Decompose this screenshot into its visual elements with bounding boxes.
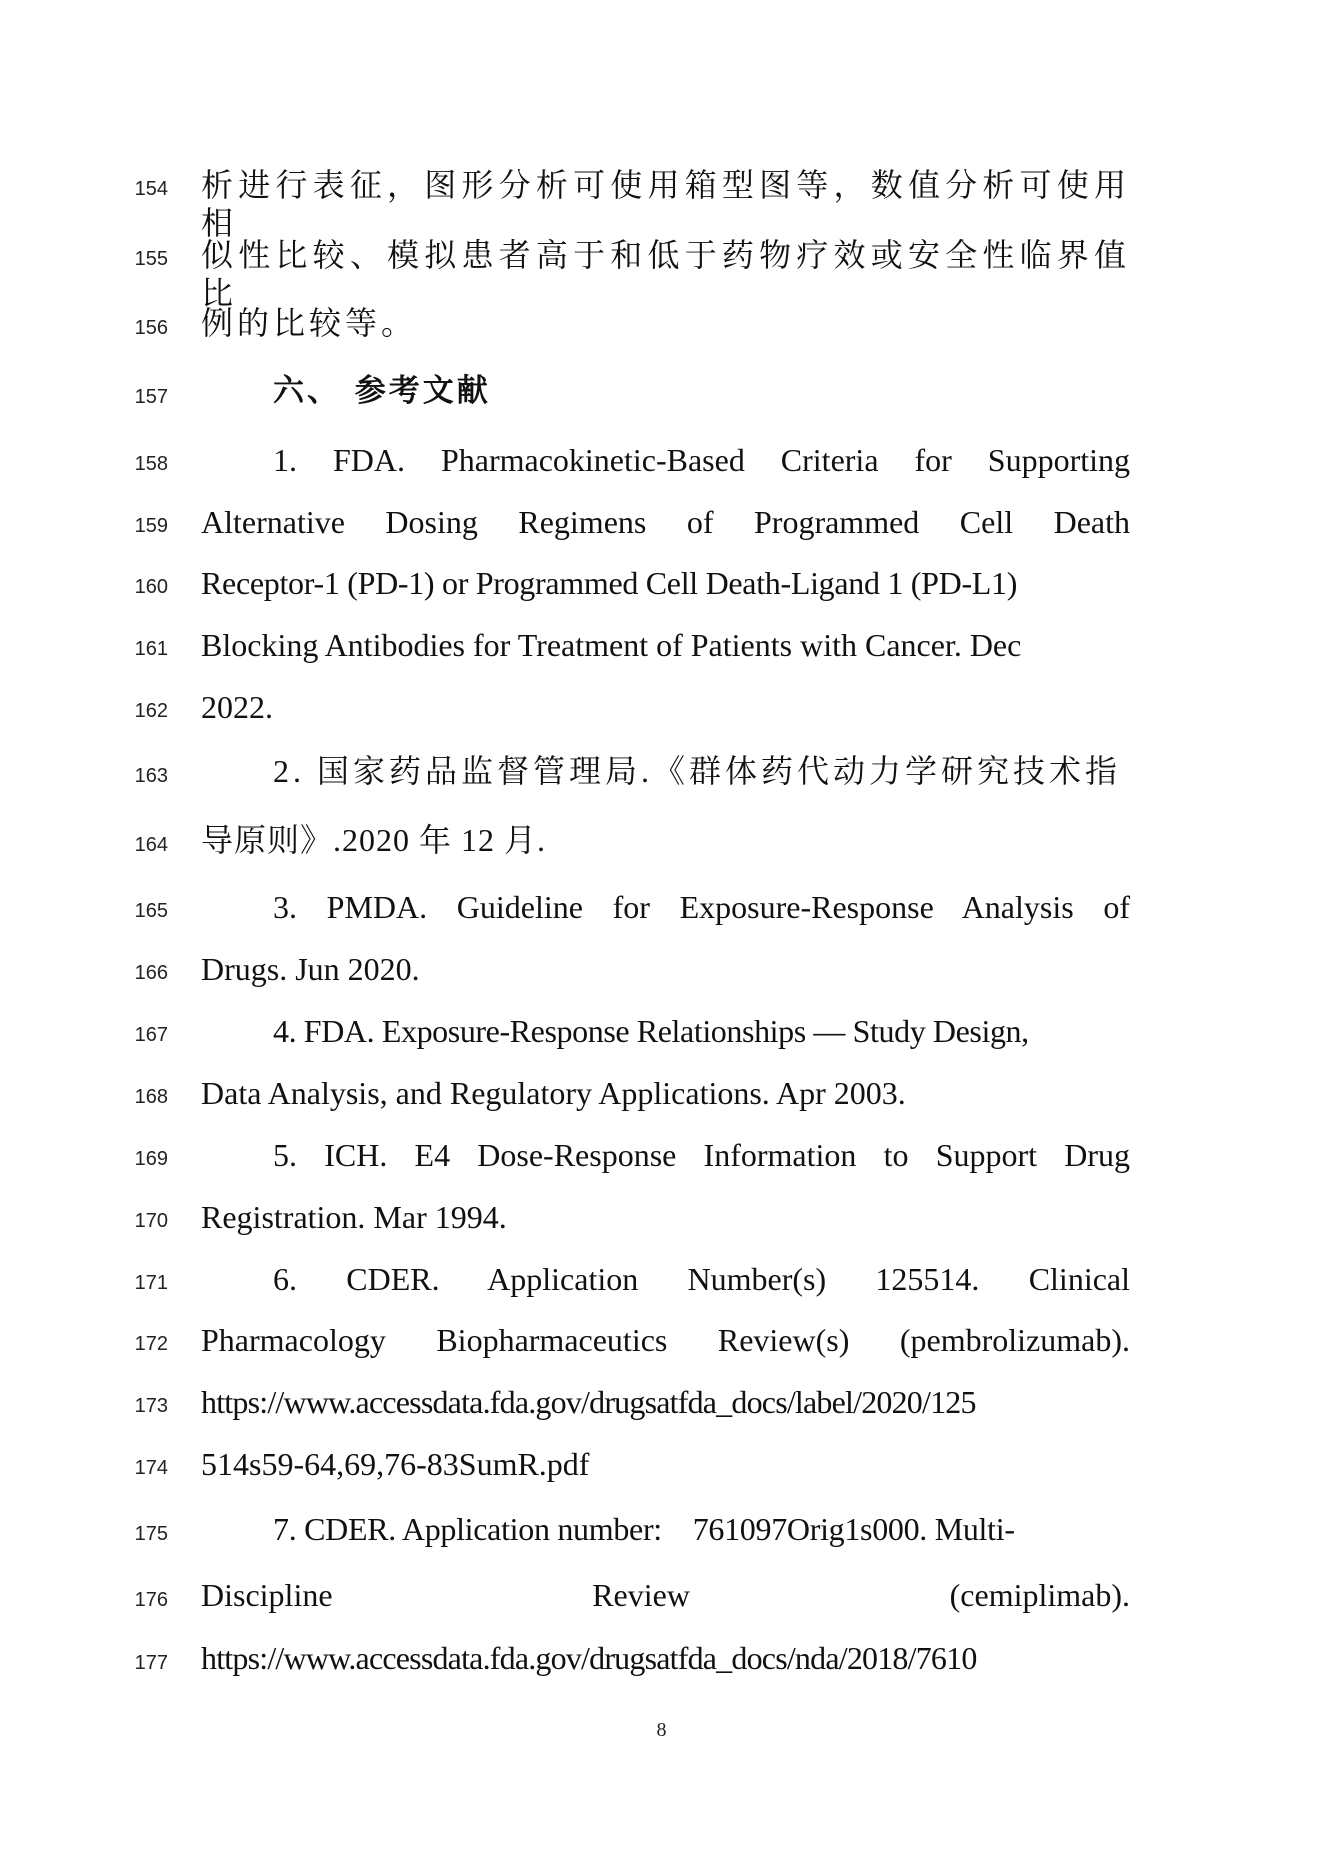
reference-7-line: Discipline Review (cemiplimab). xyxy=(201,1577,1130,1613)
page-number: 8 xyxy=(656,1719,667,1741)
line-number: 169 xyxy=(134,1148,168,1170)
reference-7-url[interactable]: https://www.accessdata.fda.gov/drugsatfda_docs/nda/2018/7610 xyxy=(201,1640,977,1676)
reference-6-url[interactable]: 514s59-64,69,76-83SumR.pdf xyxy=(201,1446,590,1482)
reference-1-line: 2022. xyxy=(201,689,273,725)
reference-1-line: Alternative Dosing Regimens of Programmed Cell Death xyxy=(201,504,1130,540)
reference-2-line: 导原则》.2020 年 12 月. xyxy=(201,822,547,858)
line-number: 170 xyxy=(134,1210,168,1232)
reference-3-line: 3. PMDA. Guideline for Exposure-Response Analysis of xyxy=(273,889,1130,925)
reference-6-line: Pharmacology Biopharmaceutics Review(s) (pembrolizumab). xyxy=(201,1322,1130,1358)
line-number: 172 xyxy=(134,1333,168,1355)
line-number: 168 xyxy=(134,1086,168,1108)
reference-1-line: Receptor-1 (PD-1) or Programmed Cell Death-Ligand 1 (PD-L1) xyxy=(201,565,1018,601)
line-number: 157 xyxy=(134,386,168,408)
line-number: 177 xyxy=(134,1652,168,1674)
line-number: 163 xyxy=(134,765,168,787)
reference-6-line: 6. CDER. Application Number(s) 125514. Clinical xyxy=(273,1261,1130,1297)
body-text-line: 似性比较、模拟患者高于和低于药物疗效或安全性临界值比 xyxy=(201,237,1130,312)
line-number: 164 xyxy=(134,834,168,856)
line-number: 166 xyxy=(134,962,168,984)
reference-1-line: 1. FDA. Pharmacokinetic-Based Criteria for Supporting xyxy=(273,442,1130,478)
line-number: 161 xyxy=(134,638,168,660)
line-number: 156 xyxy=(134,317,168,339)
body-text-line: 析进行表征，图形分析可使用箱型图等，数值分析可使用相 xyxy=(201,167,1130,242)
body-text-line: 例的比较等。 xyxy=(201,305,418,341)
line-number: 158 xyxy=(134,453,168,475)
line-number: 160 xyxy=(134,576,168,598)
line-number: 171 xyxy=(134,1272,168,1294)
line-number: 175 xyxy=(134,1523,168,1545)
line-number: 159 xyxy=(134,515,168,537)
reference-3-line: Drugs. Jun 2020. xyxy=(201,951,420,987)
line-number: 154 xyxy=(134,178,168,200)
line-number: 167 xyxy=(134,1024,168,1046)
reference-6-url[interactable]: https://www.accessdata.fda.gov/drugsatfda_docs/label/2020/125 xyxy=(201,1384,976,1420)
reference-1-line: Blocking Antibodies for Treatment of Patients with Cancer. Dec xyxy=(201,627,1022,663)
line-number: 176 xyxy=(134,1589,168,1611)
reference-7-line: 7. CDER. Application number: 761097Orig1s000. Multi- xyxy=(273,1511,1015,1547)
line-number: 174 xyxy=(134,1457,168,1479)
line-number: 173 xyxy=(134,1395,168,1417)
reference-4-line: 4. FDA. Exposure-Response Relationships — Study Design, xyxy=(273,1013,1029,1049)
section-heading: 六、 参考文献 xyxy=(273,373,491,409)
reference-4-line: Data Analysis, and Regulatory Applications. Apr 2003. xyxy=(201,1075,906,1111)
line-number: 155 xyxy=(134,248,168,270)
line-number: 165 xyxy=(134,900,168,922)
reference-5-line: 5. ICH. E4 Dose-Response Information to Support Drug xyxy=(273,1137,1130,1173)
reference-5-line: Registration. Mar 1994. xyxy=(201,1199,507,1235)
reference-2-line: 2. 国家药品监督管理局.《群体药代动力学研究技术指 xyxy=(273,753,1122,789)
line-number: 162 xyxy=(134,700,168,722)
